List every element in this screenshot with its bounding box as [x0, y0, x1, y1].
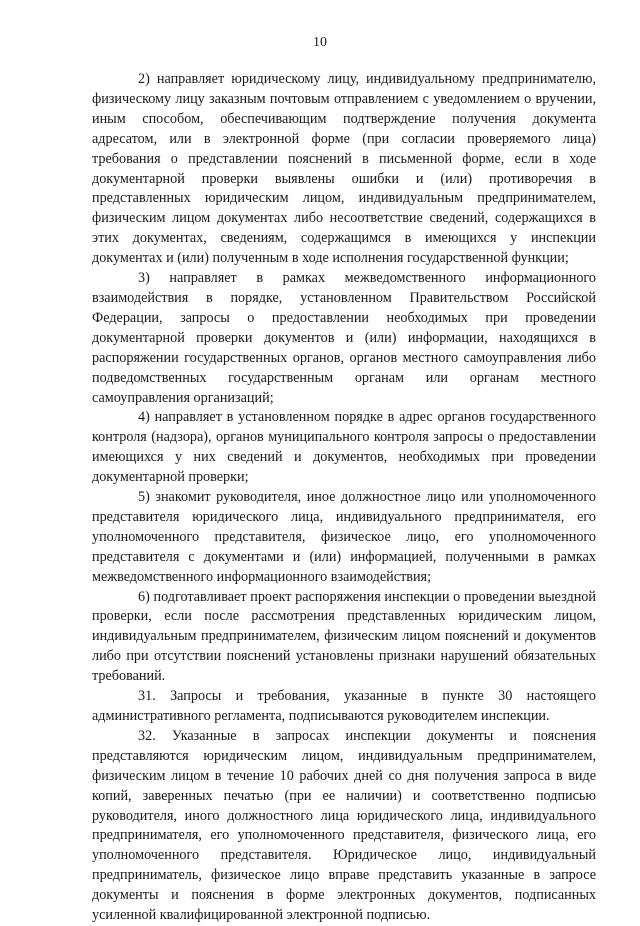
paragraph-item-3: 3) направляет в рамках межведомственного информационного взаимодействия в порядке, установленном Правительством Российской Федерации, запросы о предоставлении необходимых при проведении документарной проверки документов и (или) информации, находящихся в распоряжении государственных органов, органов местного самоуправления либо подведомственных государственным органам или органам местного самоуправления организаций;: [92, 270, 596, 406]
paragraph-item-6: 6) подготавливает проект распоряжения инспекции о проведении выездной проверки, если после рассмотрения представленных юридическим лицом, индивидуальным предпринимателем, физическим лицом пояснений и документов либо при отсутствии пояснений установлены признаки нарушений обязательных требований.: [92, 588, 596, 685]
page-number: 10: [313, 35, 327, 50]
paragraph-item-4: 4) направляет в установленном порядке в адрес органов государственного контроля (надзора), органов муниципального контроля запросы о предоставлении имеющихся у них сведений и документов, необходимых при проведении документарной проверки;: [92, 409, 596, 486]
paragraph-section-32: 32. Указанные в запросах инспекции документы и пояснения представляются юридическим лицом, индивидуальным предпринимателем, физическим лицом в течение 10 рабочих дней со дня получения запроса в виде копий, заверенных печатью (при ее наличии) и соответственно подписью руководителя, иного должностного лица юридического лица, индивидуального предпринимателя, его уполномоченного представителя, физического лица, его уполномоченного представителя. Юридическое лицо, индивидуальный предприниматель, физическое лицо вправе представить указанные в запросе документы и пояснения в форме электронных документов, подписанных усиленной квалифицированной электронной подписью.: [92, 727, 596, 924]
paragraph-section-31: 31. Запросы и требования, указанные в пункте 30 настоящего административного регламента, подписываются руководителем инспекции.: [92, 688, 596, 724]
document-body: [92, 70, 596, 926]
paragraph-item-5: 5) знакомит руководителя, иное должностное лицо или уполномоченного представителя юридического лица, индивидуального предпринимателя, его уполномоченного представителя, физическое лицо, его уполномоченного представителя с документами и (или) информацией, полученными в рамках межведомственного информационного взаимодействия;: [92, 489, 596, 585]
paragraph-item-2: 2) направляет юридическому лицу, индивидуальному предпринимателю, физическому лицу заказным почтовым отправлением с уведомлением о вручении, иным способом, обеспечивающим подтверждение получения документа адресатом, или в электронной форме (при согласии проверяемого лица) требования о представлении пояснений в письменной форме, если в ходе документарной проверки выявлены ошибки и (или) противоречия в представленных юридическим лицом, индивидуальным предпринимателем, физическим лицом документах либо несоответствие сведений, содержащихся в этих документах, сведениям, содержащимся в имеющихся у инспекции документах и (или) полученным в ходе исполнения государственной функции;: [92, 71, 596, 267]
